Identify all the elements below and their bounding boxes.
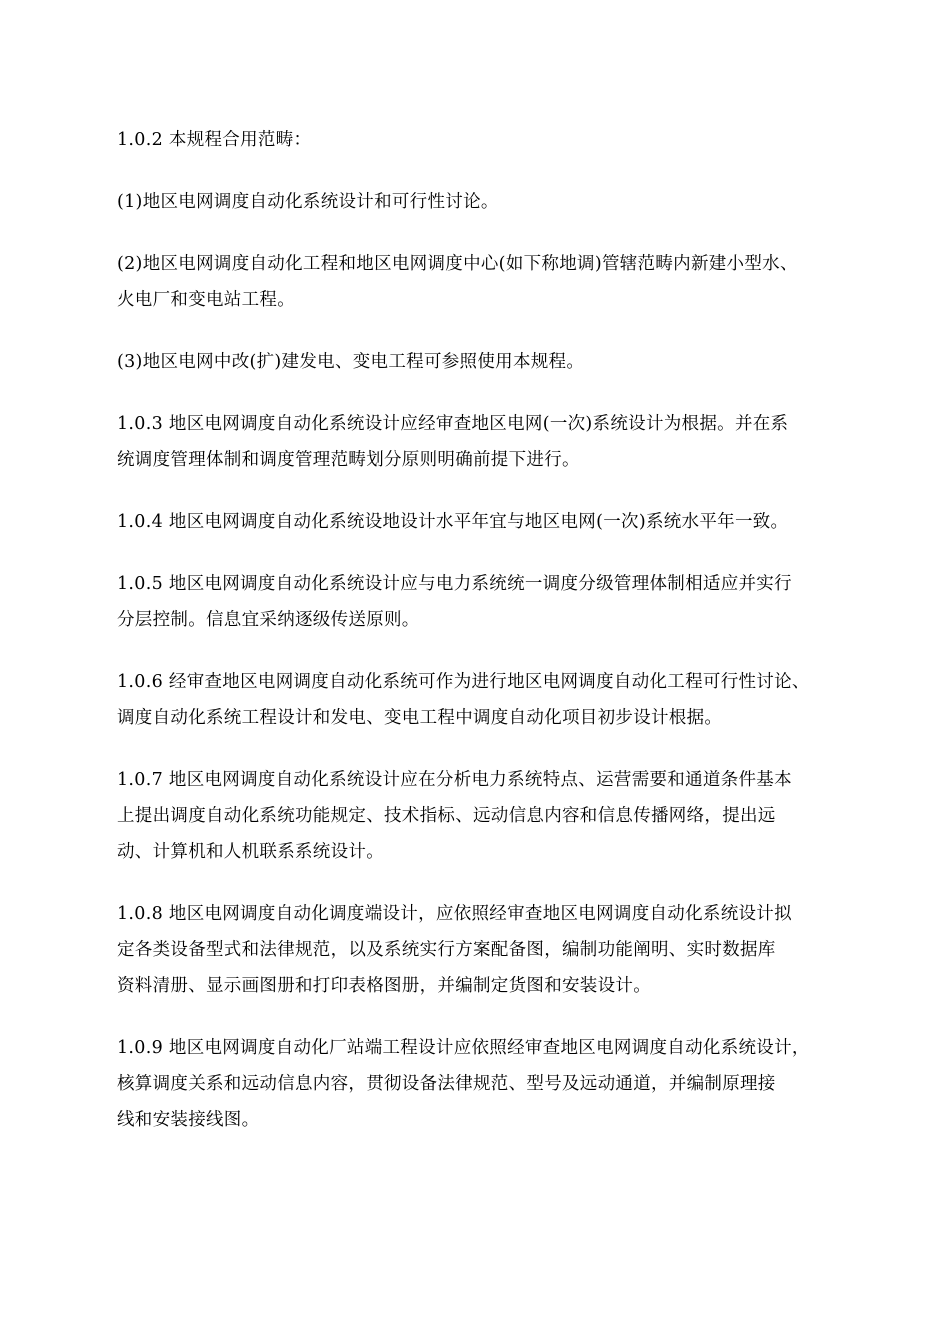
paragraph-scope-3 [117, 344, 847, 380]
paragraph-scope-2 [117, 246, 847, 318]
paragraph-1-0-3 [117, 406, 847, 478]
text-line: 1.0.6 经审查地区电网调度自动化系统可作为进行地区电网调度自动化工程可行性讨论、 [117, 672, 810, 692]
document-body [117, 122, 847, 1164]
paragraph-1-0-5 [117, 566, 847, 638]
text-line: (1)地区电网调度自动化系统设计和可行性讨论。 [117, 192, 499, 212]
paragraph-1-0-7 [117, 762, 847, 870]
paragraph-1-0-8 [117, 896, 847, 1004]
text-line: 1.0.3 地区电网调度自动化系统设计应经审查地区电网(一次)系统设计为根据。并在系 [117, 414, 789, 434]
text-line: 上提出调度自动化系统功能规定、技术指标、远动信息内容和信息传播网络，提出远 [117, 806, 776, 826]
text-line: (2)地区电网调度自动化工程和地区电网调度中心(如下称地调)管辖范畴内新建小型水、 [117, 254, 798, 274]
text-line: 1.0.5 地区电网调度自动化系统设计应与电力系统统一调度分级管理体制相适应并实行 [117, 574, 792, 594]
paragraph-1-0-4 [117, 504, 847, 540]
text-line: 统调度管理体制和调度管理范畴划分原则明确前提下进行。 [117, 450, 580, 470]
paragraph-scope-1 [117, 184, 847, 220]
text-line: (3)地区电网中改(扩)建发电、变电工程可参照使用本规程。 [117, 352, 585, 372]
text-line: 1.0.7 地区电网调度自动化系统设计应在分析电力系统特点、运营需要和通道条件基本 [117, 770, 792, 790]
text-line: 定各类设备型式和法律规范，以及系统实行方案配备图，编制功能阐明、实时数据库 [117, 940, 776, 960]
text-line: 1.0.4 地区电网调度自动化系统设地设计水平年宜与地区电网(一次)系统水平年一致。 [117, 512, 789, 532]
paragraph-1-0-6 [117, 664, 847, 736]
text-line: 火电厂和变电站工程。 [117, 290, 295, 310]
text-line: 核算调度关系和远动信息内容，贯彻设备法律规范、型号及远动通道，并编制原理接 [117, 1074, 776, 1094]
text-line: 资料清册、显示画图册和打印表格图册，并编制定货图和安装设计。 [117, 976, 651, 996]
paragraph-1-0-2 [117, 122, 847, 158]
text-line: 1.0.9 地区电网调度自动化厂站端工程设计应依照经审查地区电网调度自动化系统设计， [117, 1038, 810, 1058]
text-line: 1.0.2 本规程合用范畴： [117, 130, 312, 150]
text-line: 1.0.8 地区电网调度自动化调度端设计，应依照经审查地区电网调度自动化系统设计拟 [117, 904, 792, 924]
text-line: 动、计算机和人机联系系统设计。 [117, 842, 384, 862]
text-line: 分层控制。信息宜采纳逐级传送原则。 [117, 610, 420, 630]
text-line: 调度自动化系统工程设计和发电、变电工程中调度自动化项目初步设计根据。 [117, 708, 723, 728]
paragraph-1-0-9 [117, 1030, 847, 1138]
text-line: 线和安装接线图。 [117, 1110, 260, 1130]
